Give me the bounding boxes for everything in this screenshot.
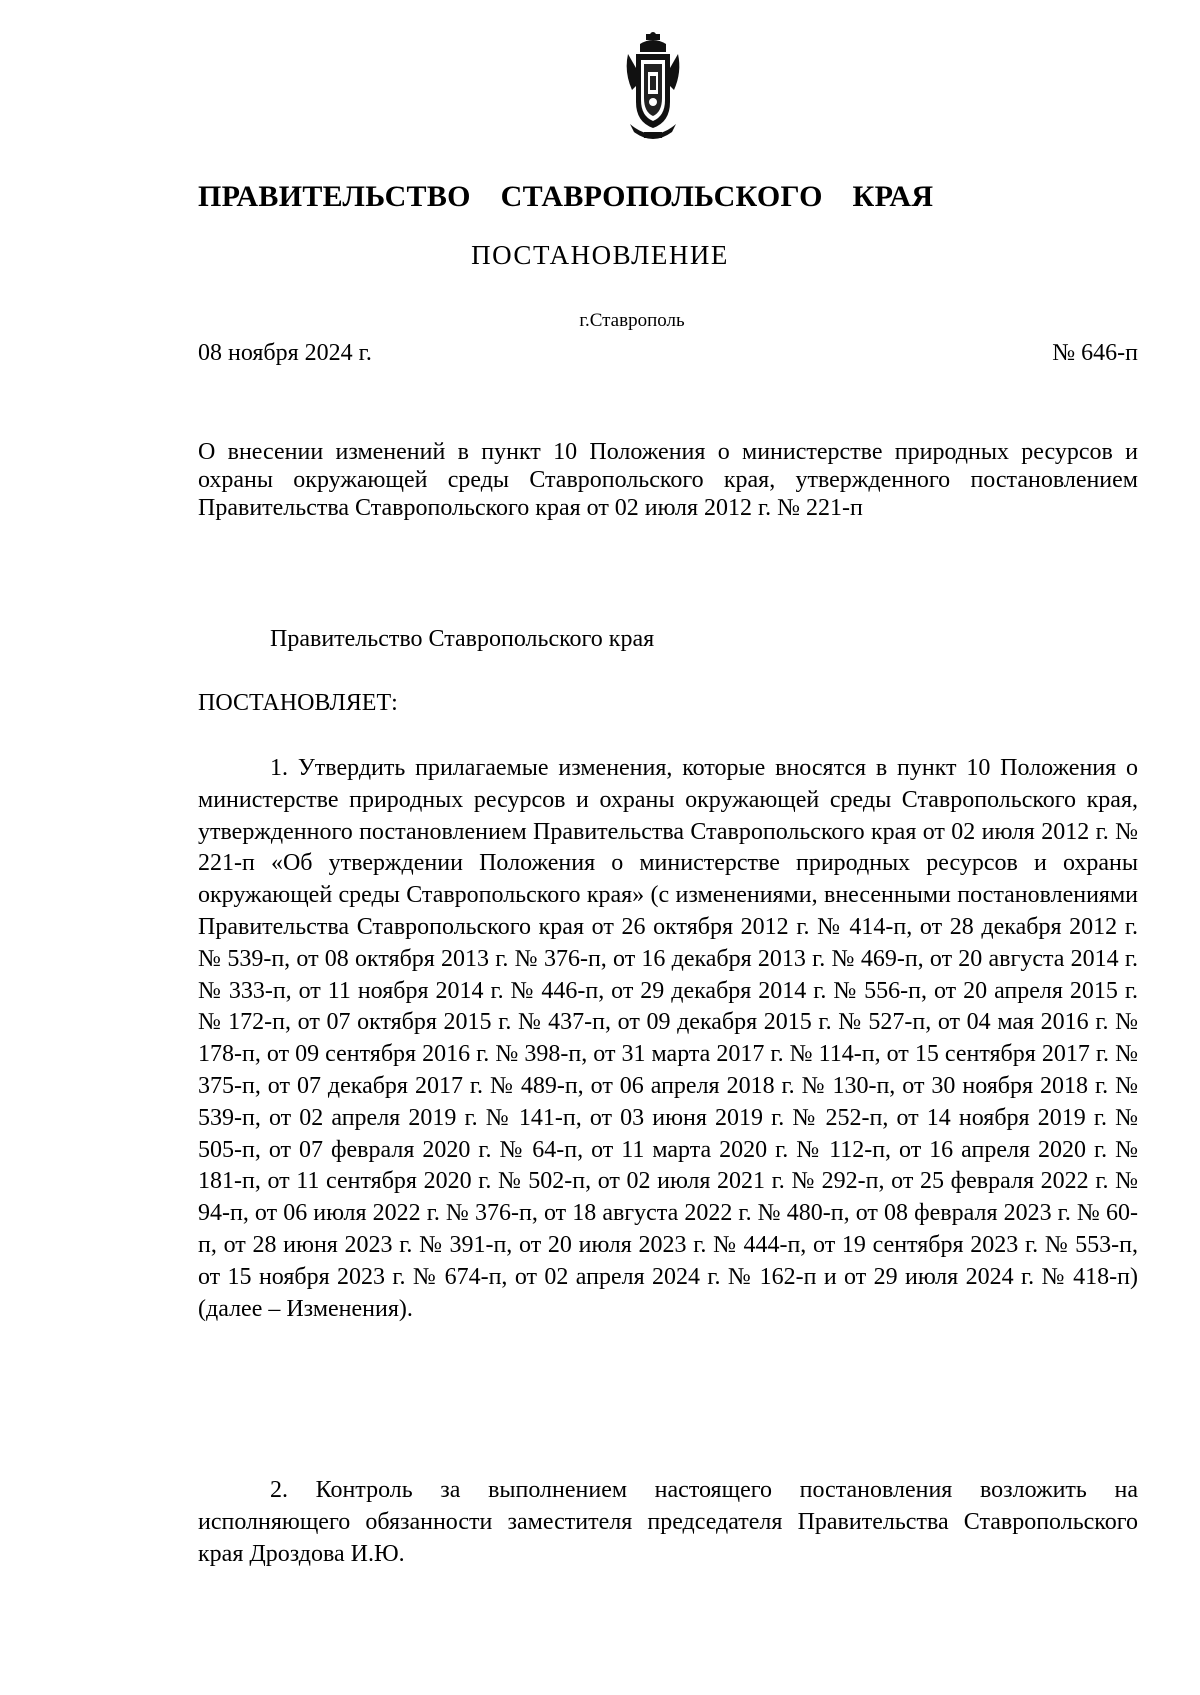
document-number: № 646-п	[1052, 340, 1138, 366]
decree-item-2: 2. Контроль за выполнением настоящего постановления возложить на исполняющего обязанности заместителя председателя Правительства Ставропольского края Дроздова И.Ю.	[198, 1477, 1138, 1567]
document-type: ПОСТАНОВЛЕНИЕ	[471, 240, 729, 270]
document-subject: О внесении изменений в пункт 10 Положения о министерстве природных ресурсов и охраны окружающей среды Ставропольского края, утвержденного постановлением Правительства Ставропольского края от 02 июля 2012 г. № 221-п	[198, 439, 1138, 521]
decrees-heading: ПОСТАНОВЛЯЕТ:	[198, 690, 398, 716]
government-name: ПРАВИТЕЛЬСТВО СТАВРОПОЛЬСКОГО КРАЯ	[198, 180, 934, 213]
government-line: Правительство Ставропольского края	[270, 626, 655, 652]
decree-item-1: 1. Утвердить прилагаемые изменения, которые вносятся в пункт 10 Положения о министерстве природных ресурсов и охраны окружающей среды Ставропольского края, утвержденного постановлением Правительства Ставропольского края от 02 июля 2012 г. № 221-п «Об утверждении Положения о министерстве природных ресурсов и охраны окружающей среды Ставропольского края» (с изменениями, внесенными постановлениями Правительства Ставропольского края от 26 октября 2012 г. № 414-п, от 28 декабря 2012 г. № 539-п, от 08 октября 2013 г. № 376-п, от 16 декабря 2013 г. № 469-п, от 20 августа 2014 г. № 333-п, от 11 ноября 2014 г. № 446-п, от 29 декабря 2014 г. № 556-п, от 20 апреля 2015 г. № 172-п, от 07 октября 2015 г. № 437-п, от 09 декабря 2015 г. № 527-п, от 04 мая 2016 г. № 178-п, от 09 сентября 2016 г. № 398-п, от 31 марта 2017 г. № 114-п, от 15 сентября 2017 г. № 375-п, от 07 декабря 2017 г. № 489-п, от 06 апреля 2018 г. № 130-п, от 30 ноября 2018 г. № 539-п, от 02 апреля 2019 г. № 141-п, от 03 июня 2019 г. № 252-п, от 14 ноября 2019 г. № 505-п, от 07 февраля 2020 г. № 64-п, от 11 марта 2020 г. № 112-п, от 16 апреля 2020 г. № 181-п, от 11 сентября 2020 г. № 502-п, от 02 июля 2021 г. № 292-п, от 25 февраля 2022 г. № 94-п, от 06 июля 2022 г. № 376-п, от 18 августа 2022 г. № 480-п, от 08 февраля 2023 г. № 60-п, от 28 июня 2023 г. № 391-п, от 20 июля 2023 г. № 444-п, от 19 сентября 2023 г. № 553-п, от 15 ноября 2023 г. № 674-п, от 02 апреля 2024 г. № 162-п и от 29 июля 2024 г. № 418-п) (далее – Изменения).	[198, 755, 1138, 1322]
document-date: 08 ноября 2024 г.	[198, 340, 372, 366]
city: г.Ставрополь	[579, 310, 685, 331]
stavropol-coat-of-arms-icon	[622, 32, 684, 144]
